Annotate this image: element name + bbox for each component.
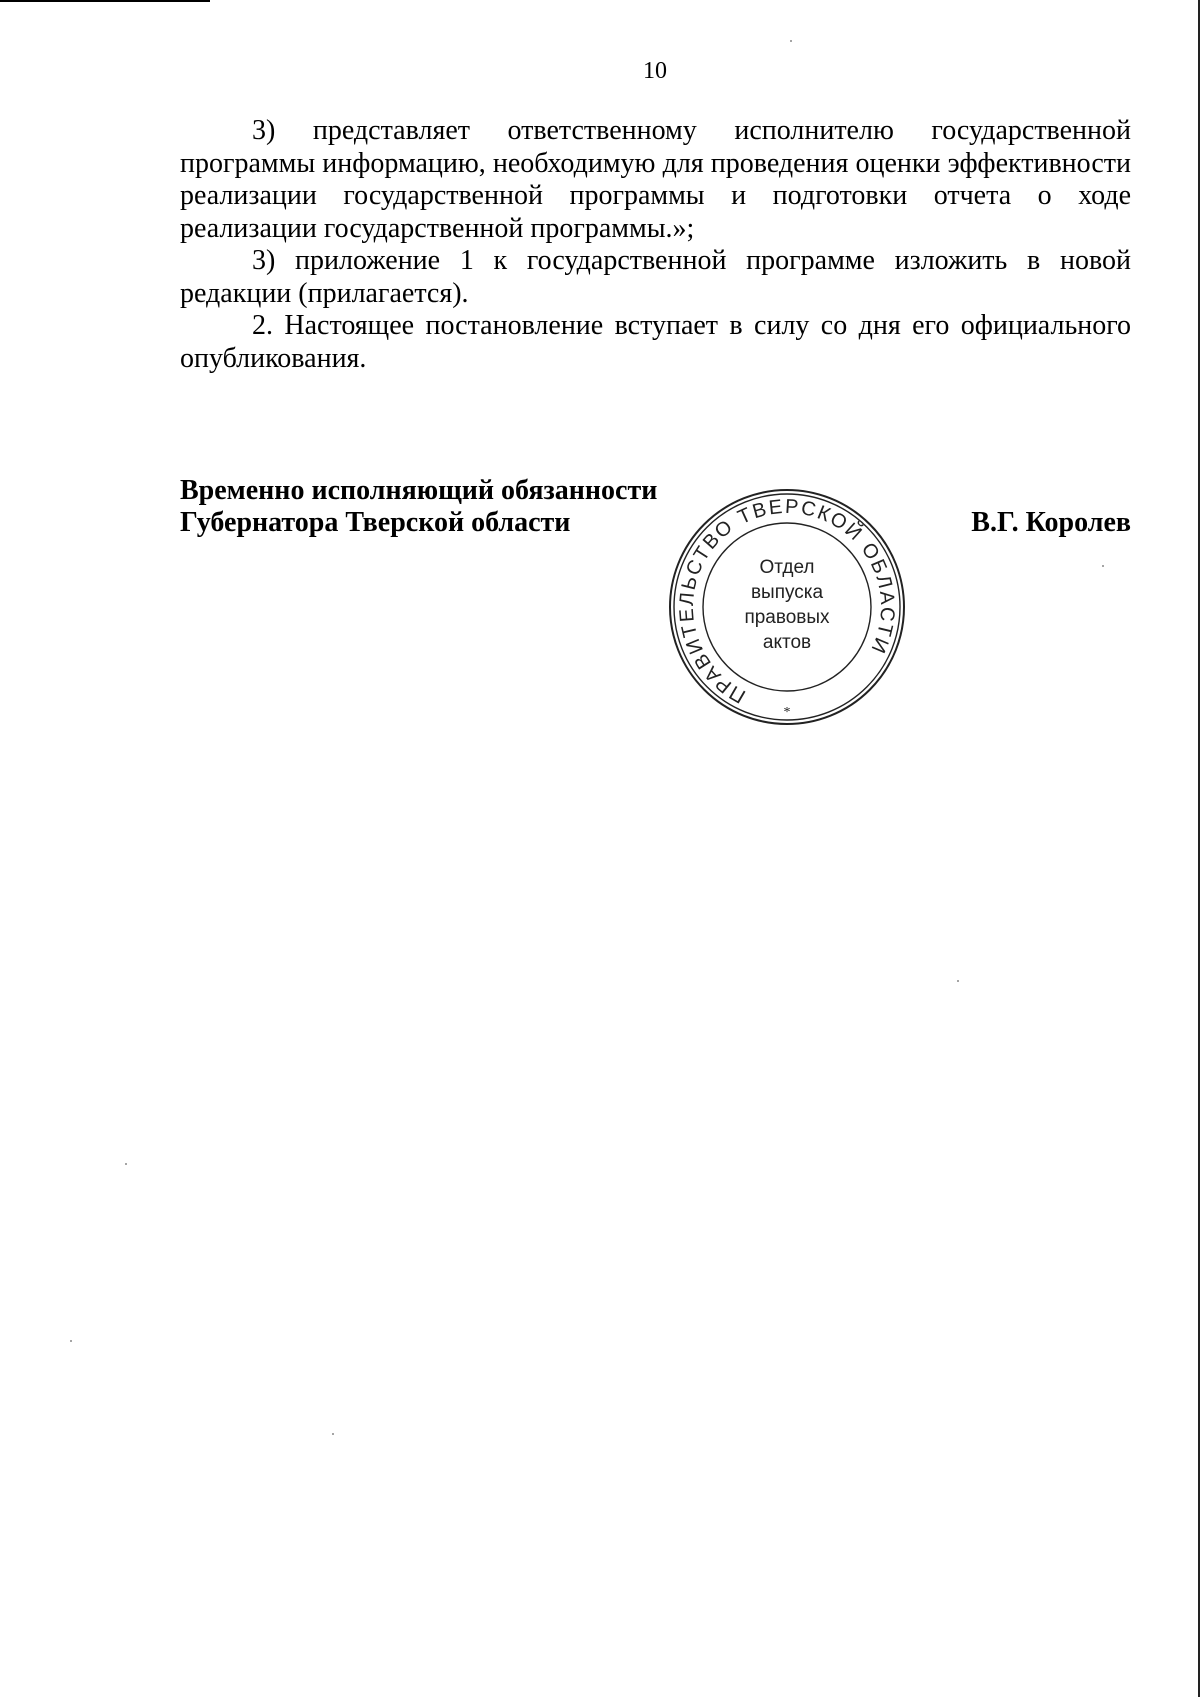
scan-speck: [1102, 565, 1104, 567]
seal-inner-line: актов: [762, 632, 812, 653]
page-number: 10: [643, 58, 667, 84]
signatory-position-line: Временно исполняющий обязанности: [180, 475, 658, 506]
scan-speck: [790, 40, 792, 42]
seal-inner-line: правовых: [744, 607, 830, 628]
scan-speck: [957, 980, 959, 982]
seal-inner-line: Отдел: [759, 557, 815, 578]
scan-speck: [125, 1163, 127, 1165]
official-seal: [668, 488, 906, 726]
seal-inner-line: выпуска: [750, 582, 824, 603]
signatory-position-line: Губернатора Тверской области: [180, 507, 571, 538]
paragraph: 3) представляет ответственному исполнителю государственной программы информацию, необходимую для проведения оценки эффективности реализации государственной программы и подготовки отчета о ходе реализации государственной программы.»;: [180, 115, 1131, 244]
paragraph: 3) приложение 1 к государственной программе изложить в новой редакции (прилагается).: [180, 245, 1131, 309]
seal-star: *: [783, 705, 791, 720]
document-body: [180, 115, 1131, 375]
seal-ring-text-path: ПРАВИТЕЛЬСТВО ТВЕРСКОЙ ОБЛАСТИ: [675, 495, 899, 708]
signatory-name: В.Г. Королев: [971, 507, 1131, 538]
scan-border-top: [0, 0, 210, 2]
scan-speck: [332, 1433, 334, 1435]
scan-speck: [70, 1340, 72, 1342]
signatory-position: [180, 475, 657, 539]
paragraph: 2. Настоящее постановление вступает в силу со дня его официального опубликования.: [180, 310, 1131, 374]
